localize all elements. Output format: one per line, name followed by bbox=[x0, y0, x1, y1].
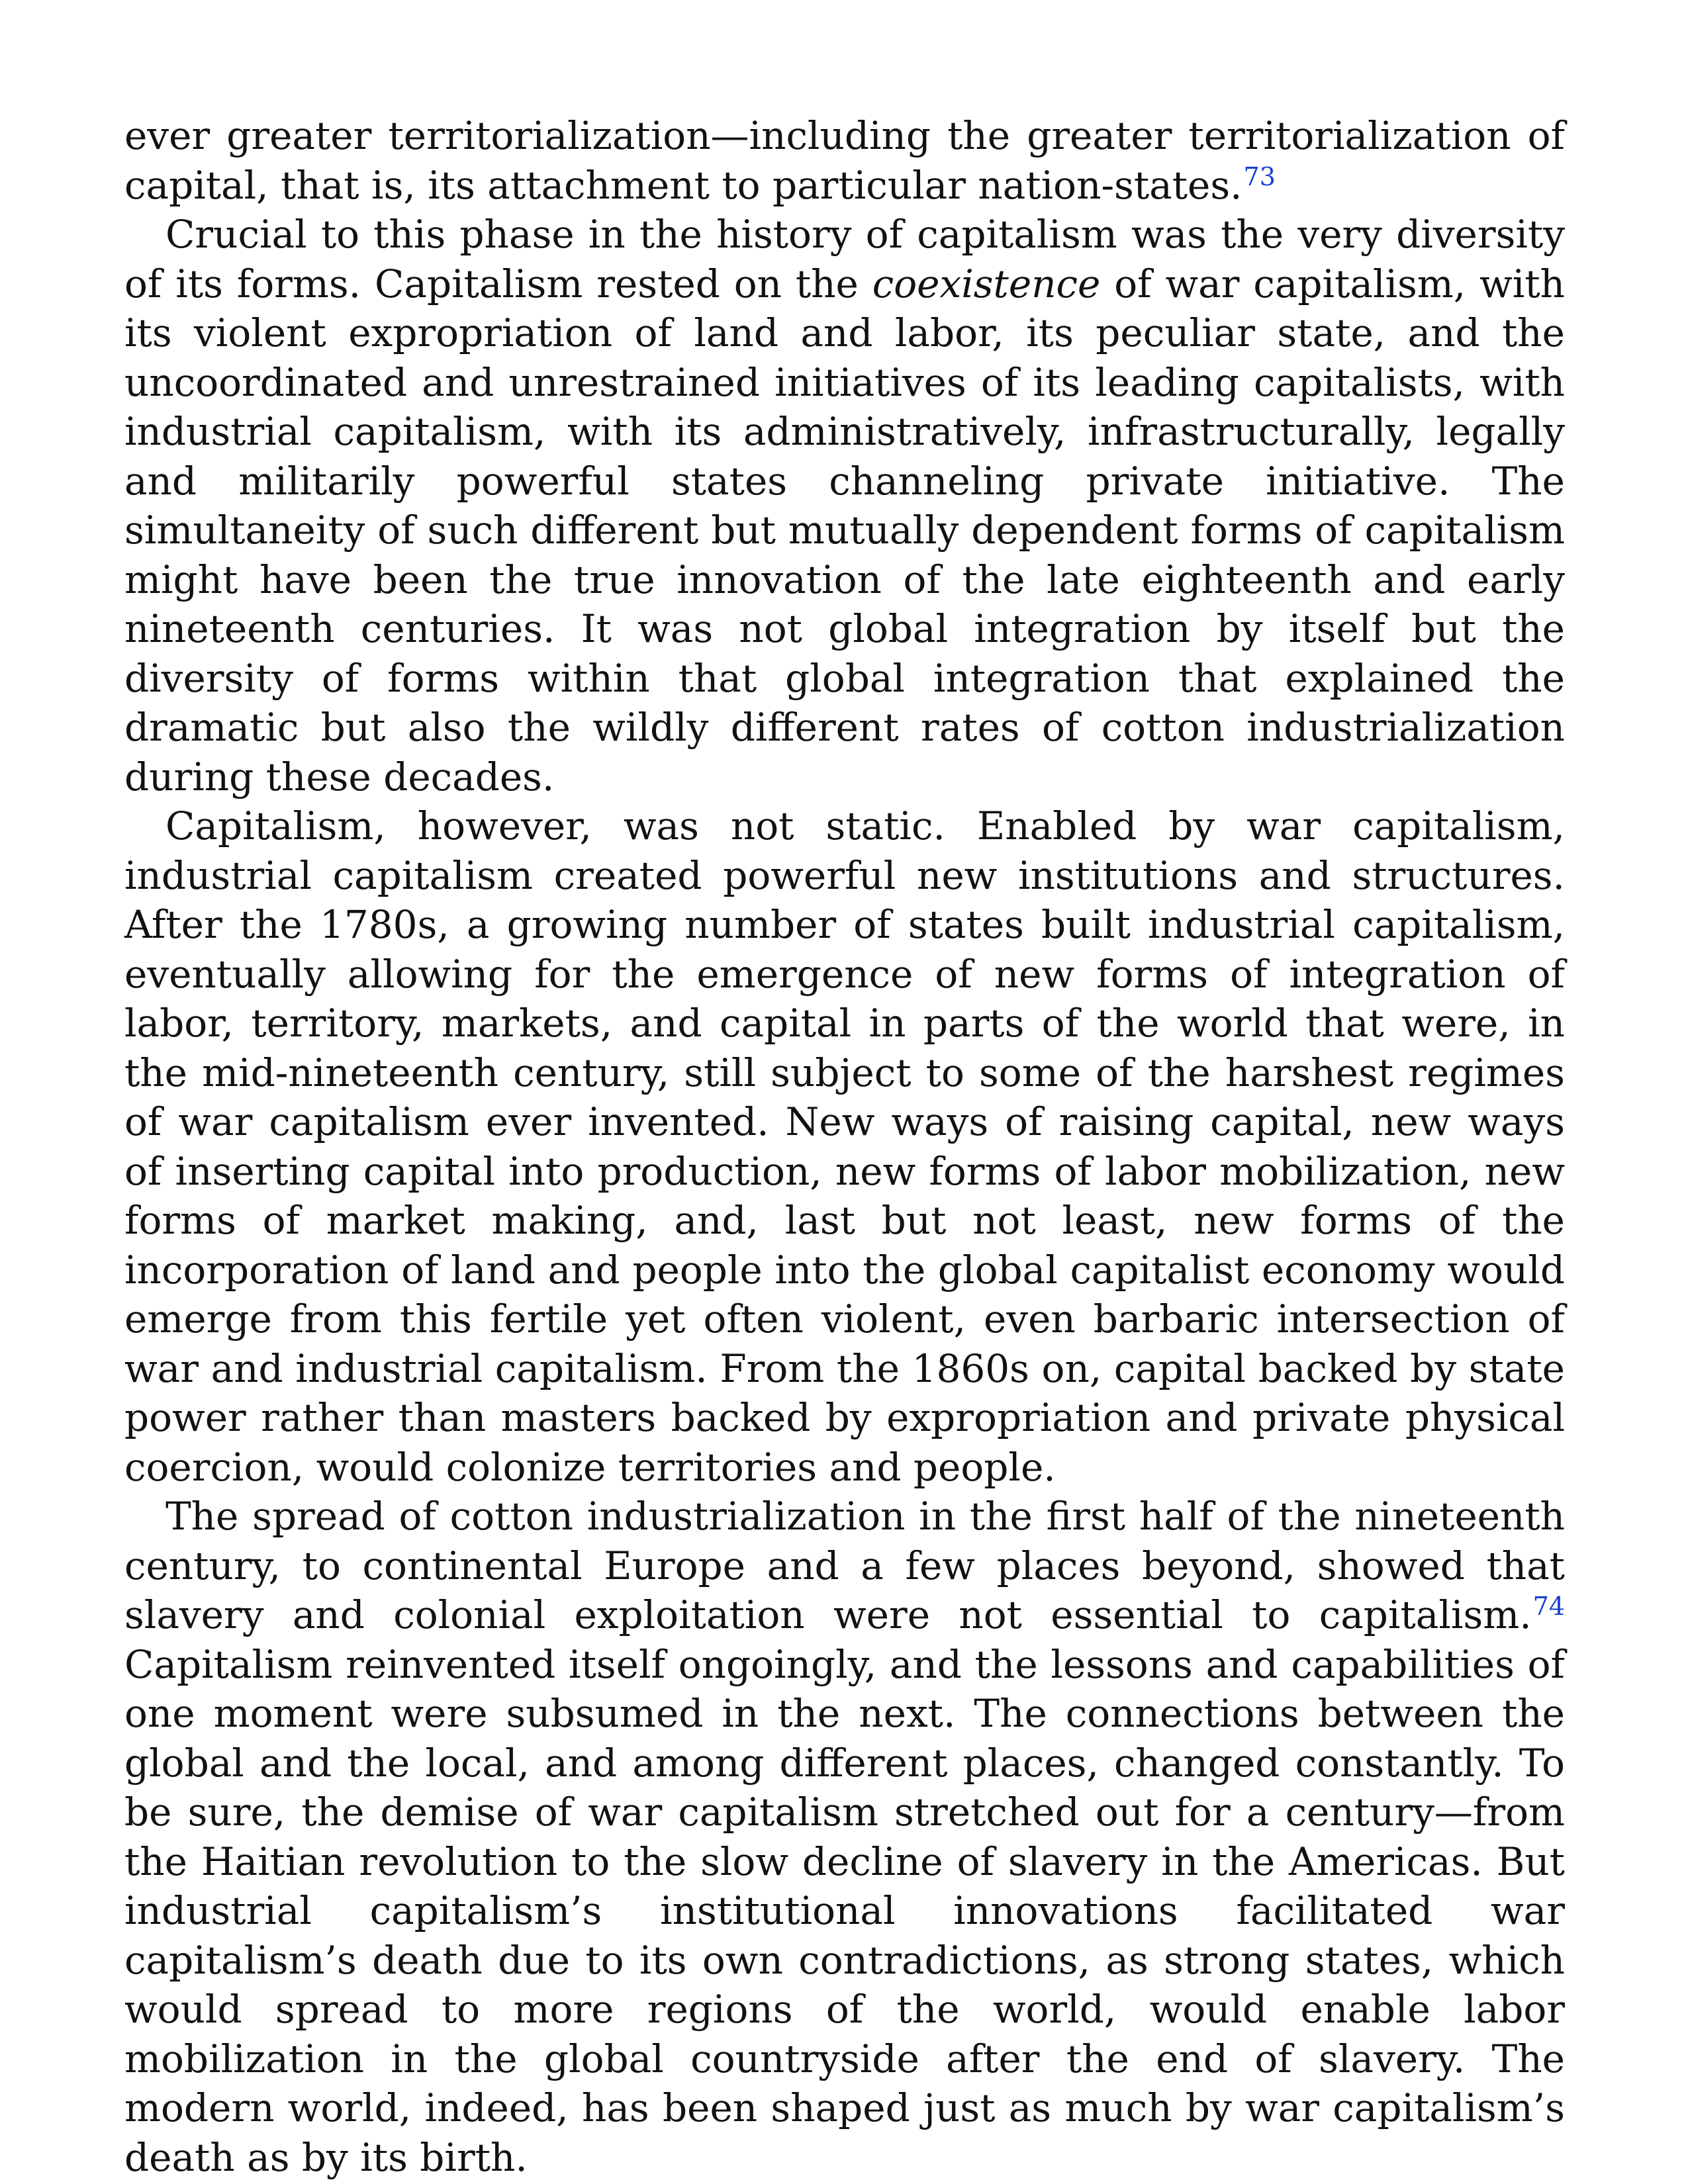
paragraph-4-text-2: Capitalism reinvented itself ongoingly, and the lessons and capabilities of one moment were subsumed in the next. The connections between the global and the local, and among different places, changed constantly. To be sure, the demise of war capitalism stretched out for a century—from the Haitian revolution to the slow decline of slavery in the Americas. But industrial capitalism’s institutional innovations facilitated war capitalism’s death due to its own contradictions, as strong states, which would spread to more regions of the world, would enable labor mobilization in the global countryside after the end of slavery. The modern world, indeed, has been shaped just as much by war capitalism’s death as by its birth. bbox=[124, 1641, 1565, 2180]
paragraph-1 bbox=[124, 111, 1565, 210]
paragraph-4-text-1: The spread of cotton industrialization in the first half of the nineteenth century, to continental Europe and a few places beyond, showed that slavery and colonial exploitation were not essential to capitalism. bbox=[124, 1494, 1565, 1637]
page-body bbox=[124, 111, 1565, 2182]
paragraph-2-text-1: Crucial to this phase in the history of capitalism was the very diversity of its forms. Capitalism rested on the bbox=[124, 212, 1565, 306]
paragraph-4 bbox=[124, 1492, 1565, 2182]
paragraph-2-emphasis: coexistence bbox=[872, 261, 1101, 306]
paragraph-3 bbox=[124, 801, 1565, 1492]
footnote-ref-74[interactable]: 74 bbox=[1532, 1592, 1565, 1621]
paragraph-2 bbox=[124, 210, 1565, 801]
paragraph-2-text-2: of war capitalism, with its violent expropriation of land and labor, its peculiar state, and the uncoordinated and unrestrained initiatives of its leading capitalists, with industrial capitalism, with its administratively, infrastructurally, legally and militarily powerful states channeling private initiative. The simultaneity of such different but mutually dependent forms of capitalism might have been the true innovation of the late eighteenth and early nineteenth centuries. It was not global integration by itself but the diversity of forms within that global integration that explained the dramatic but also the wildly different rates of cotton industrialization during these decades. bbox=[124, 261, 1565, 799]
paragraph-1-text-1: ever greater territorialization—including the greater territorialization of capital, that is, its attachment to particular nation-states. bbox=[124, 113, 1565, 208]
footnote-ref-73[interactable]: 73 bbox=[1243, 161, 1276, 191]
paragraph-3-text-1: Capitalism, however, was not static. Enabled by war capitalism, industrial capitalism created powerful new institutions and structures. After the 1780s, a growing number of states built industrial capitalism, eventually allowing for the emergence of new forms of integration of labor, territory, markets, and capital in parts of the world that were, in the mid-nineteenth century, still subject to some of the harshest regimes of war capitalism ever invented. New ways of raising capital, new ways of inserting capital into production, new forms of labor mobilization, new forms of market making, and, last but not least, new forms of the incorporation of land and people into the global capitalist economy would emerge from this fertile yet often violent, even barbaric intersection of war and industrial capitalism. From the 1860s on, capital backed by state power rather than masters backed by expropriation and private physical coercion, would colonize territories and people. bbox=[124, 803, 1565, 1490]
